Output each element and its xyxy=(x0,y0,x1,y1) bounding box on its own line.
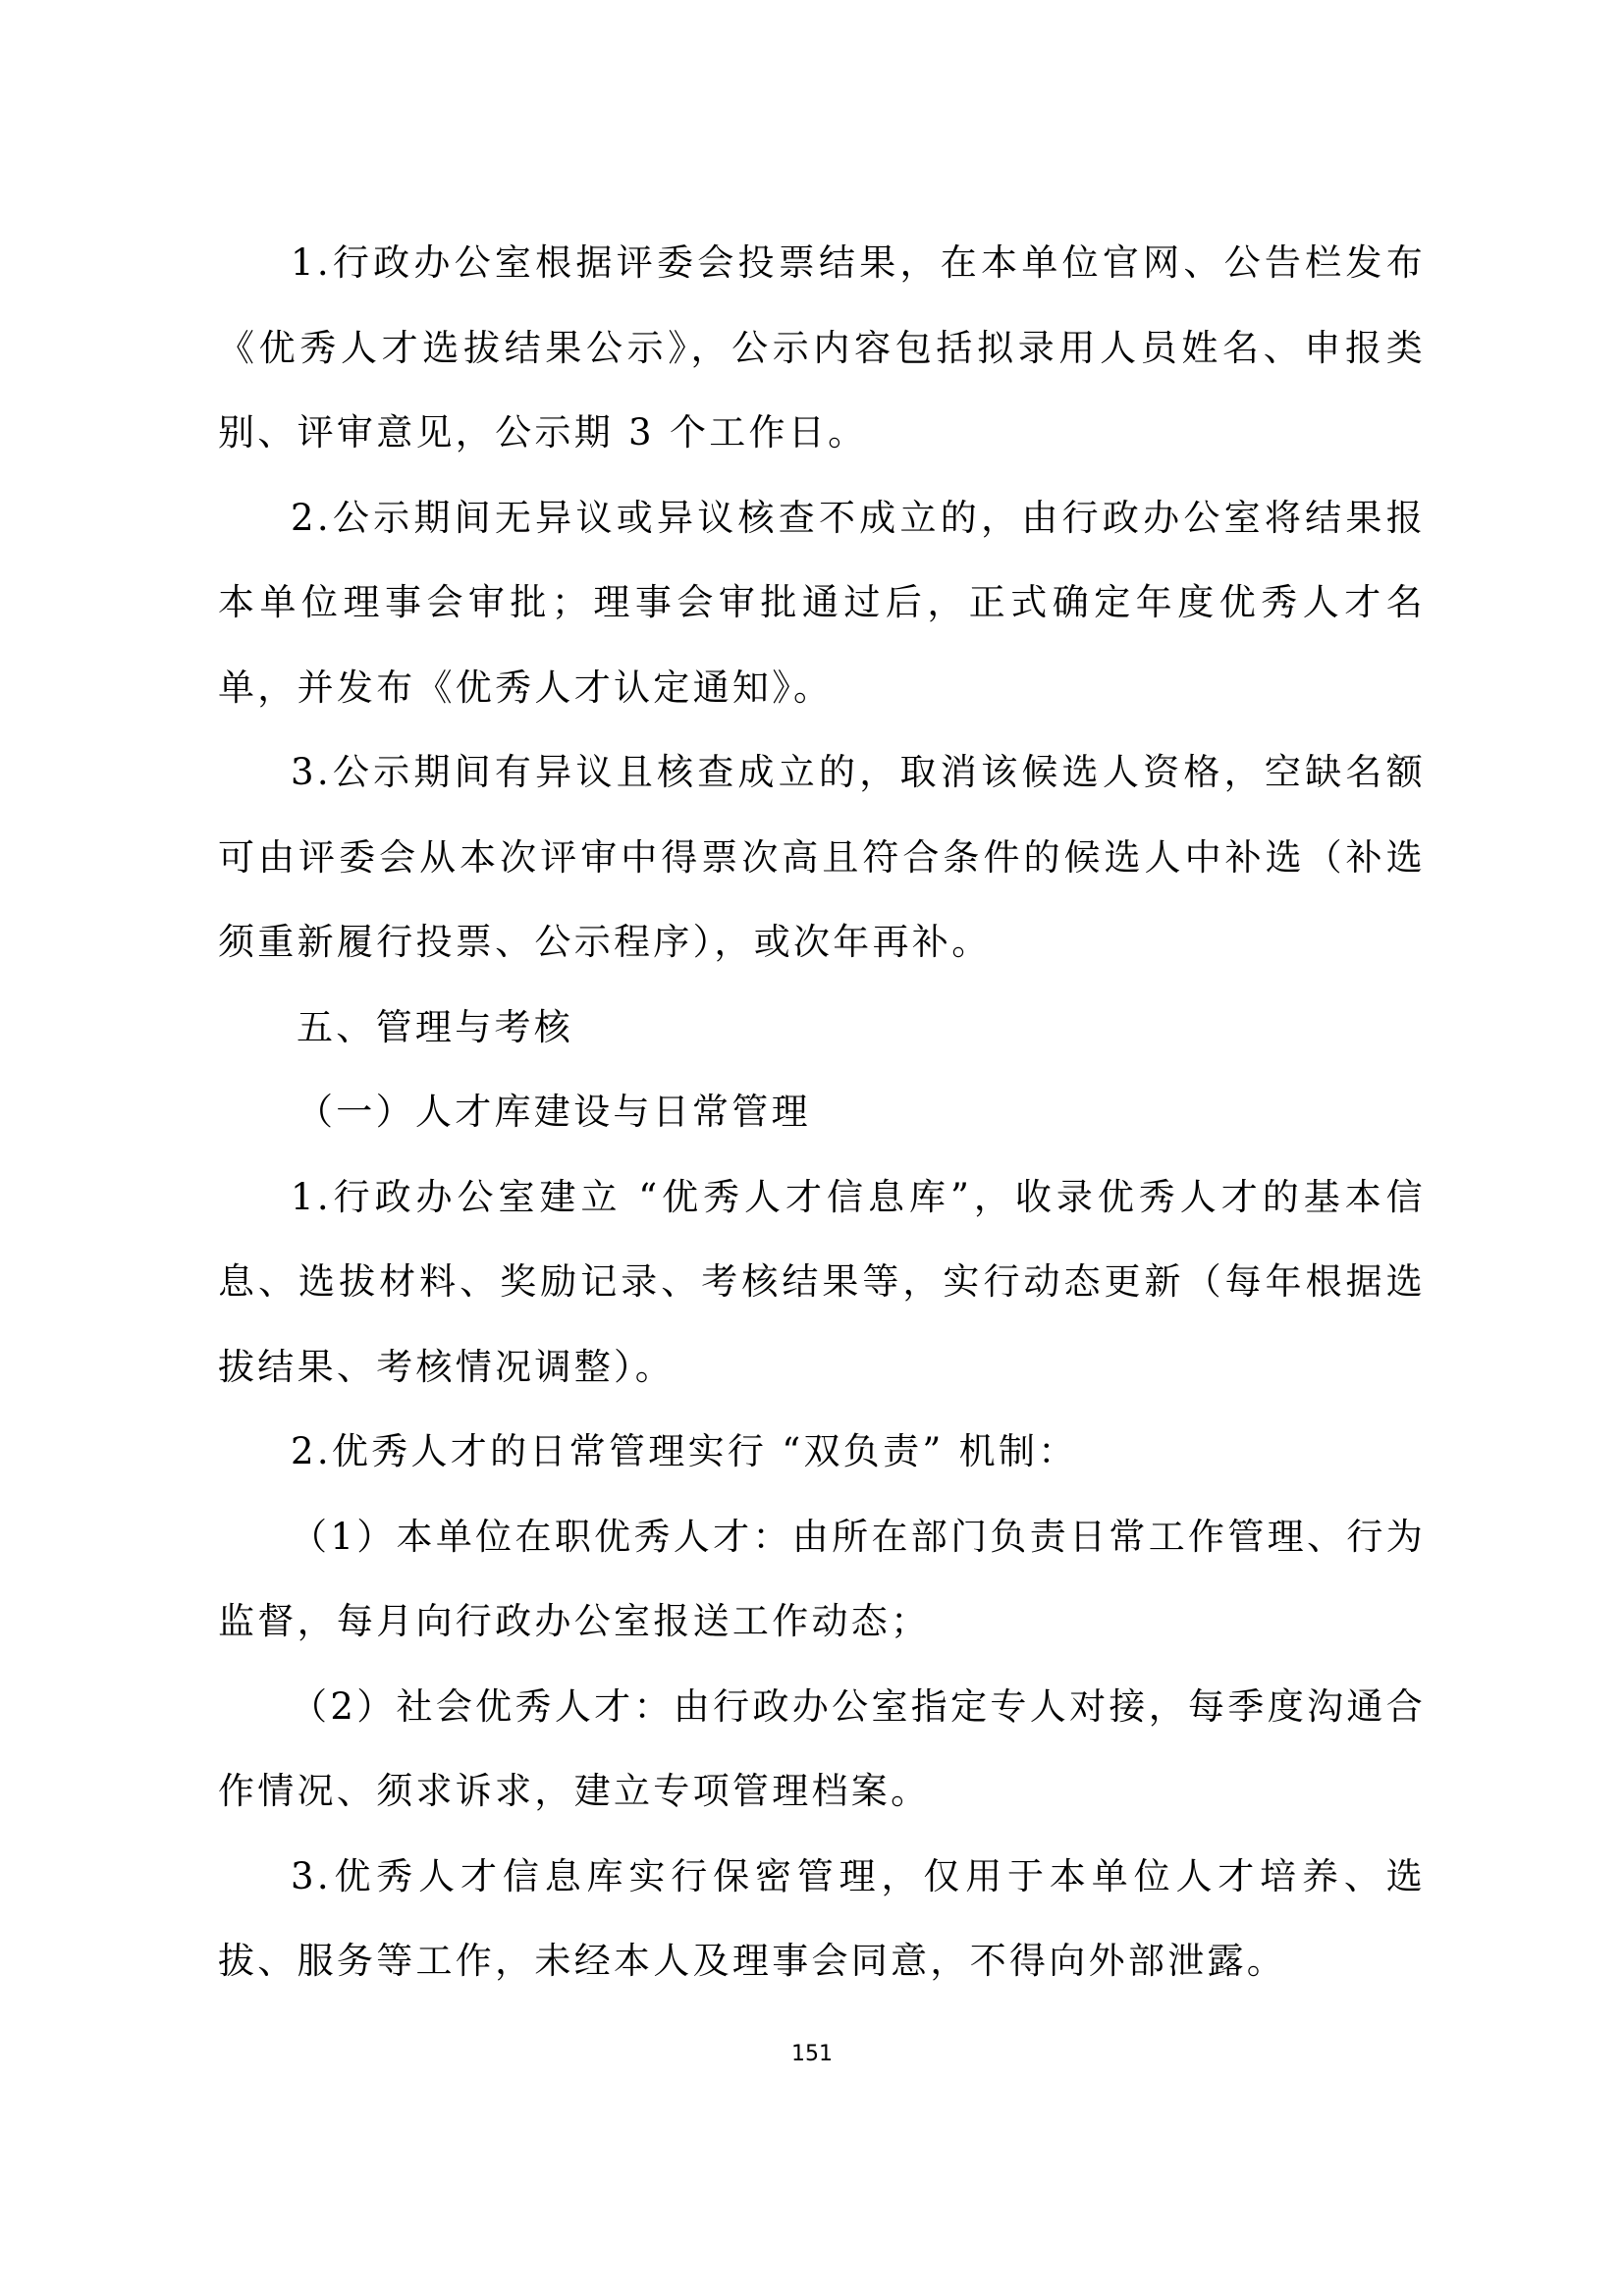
paragraph-dual-responsibility: 2.优秀人才的日常管理实行 “双负责” 机制： xyxy=(291,1430,1078,1472)
paragraph-in-house-talent: （1）本单位在职优秀人才：由所在部门负责日常工作管理、行为监督，每月向行政办公室报送工作动态； xyxy=(218,1515,1426,1642)
paragraph-no-objection-approval: 2.公示期间无异议或异议核查不成立的，由行政办公室将结果报本单位理事会审批；理事会审批通过后，正式确定年度优秀人才名单，并发布《优秀人才认定通知》。 xyxy=(218,496,1426,709)
page-number: 151 xyxy=(791,2042,833,2066)
section-heading-management: 五、管理与考核 xyxy=(297,1005,574,1048)
paragraph-external-talent: （2）社会优秀人才：由行政办公室指定专人对接，每季度沟通合作情况、须求诉求，建立专项管理档案。 xyxy=(218,1684,1426,1812)
subsection-heading-talent-pool: （一）人才库建设与日常管理 xyxy=(297,1091,811,1133)
paragraph-talent-database: 1.行政办公室建立 “优秀人才信息库”，收录优秀人才的基本信息、选拔材料、奖励记录、考核结果等，实行动态更新（每年根据选拔结果、考核情况调整）。 xyxy=(218,1175,1426,1388)
paragraph-confidentiality: 3.优秀人才信息库实行保密管理，仅用于本单位人才培养、选拔、服务等工作，未经本人及理事会同意，不得向外部泄露。 xyxy=(218,1854,1426,1982)
paragraph-objection-handling: 3.公示期间有异议且核查成立的，取消该候选人资格，空缺名额可由评委会从本次评审中得票次高且符合条件的候选人中补选（补选须重新履行投票、公示程序），或次年再补。 xyxy=(218,751,1426,963)
paragraph-publicity-release: 1.行政办公室根据评委会投票结果，在本单位官网、公告栏发布《优秀人才选拔结果公示》，公示内容包括拟录用人员姓名、申报类别、评审意见，公示期 3 个工作日。 xyxy=(218,241,1426,454)
document-body xyxy=(218,221,1426,2004)
